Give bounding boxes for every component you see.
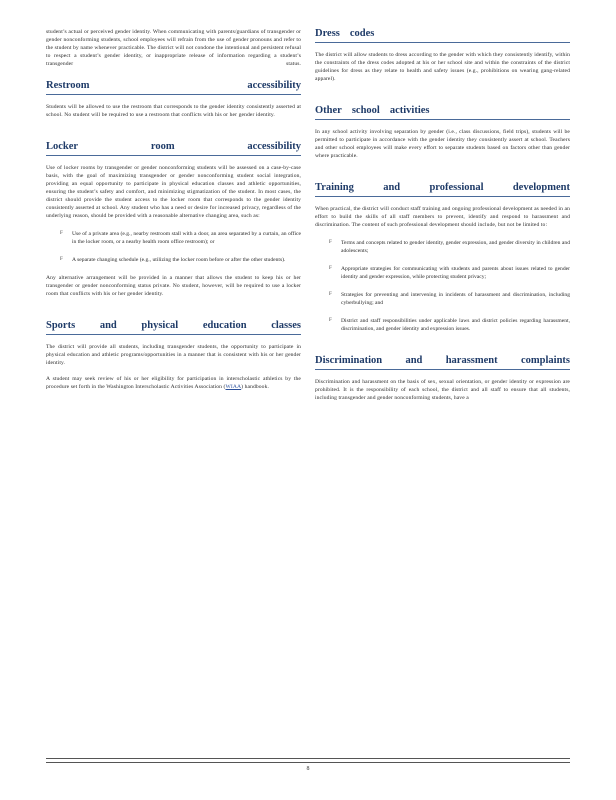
bullet-icon: F (60, 231, 63, 236)
dress-text: The district will allow students to dress according to the gender with which they consistently identify, within the constraints of the dress codes adopted at his or her school site and within the constraints of the district guidelines for dress as they relate to health and safety issues (e.g., prohibitions on wearing gang-related apparel). (315, 52, 570, 82)
locker-heading: Locker room accessibility (46, 141, 301, 156)
bullet-icon: F (329, 292, 332, 297)
list-item: F District and staff responsibilities under applicable laws and district policies regarding harassment, discrimination, and gender identity and expression issues. (329, 318, 570, 332)
training-heading: Training and professional development (315, 182, 570, 197)
divider (46, 758, 570, 759)
training-text: When practical, the district will conduct staff training and ongoing professional development as needed in an effort to build the skills of all staff members to prevent, identify and respond to harassment and discrimination. The content of such professional development should include, but not be limited to: (315, 206, 570, 228)
intro-paragraph: student’s actual or perceived gender identity. When communicating with parents/guardians of transgender or gender nonconforming students, school employees will refrain from the use of gender pronouns and refer to the student by name whenever practicable. The district will not condone the intentional and persistent refusal to respect a student’s gender identity, or inappropriate release of information regarding a student’s transgender status. (46, 29, 301, 67)
other-activities-heading: Other school activities (315, 105, 570, 120)
dress-heading: Dress codes (315, 28, 570, 43)
locker-options-list (46, 230, 301, 264)
divider (46, 762, 570, 763)
locker-after-text: Any alternative arrangement will be provided in a manner that allows the student to keep his or her transgender or gender nonconforming status private. No student, however, will be required to use a locker room that conflicts with his or her gender identity. (46, 275, 301, 297)
dress-section (315, 28, 570, 83)
sports-text-2: A student may seek review of his or her eligibility for participation in interscholastic athletics by the procedure set forth in the Washington Interscholastic Activities Association (WIAA) handbook. (46, 376, 301, 390)
locker-section (46, 141, 301, 298)
restroom-text: Students will be allowed to use the restroom that corresponds to the gender identity consistently asserted at school. No student will be required to use a restroom that conflicts with his or her gender identity. (46, 104, 301, 118)
wiaa-link[interactable]: WIAA (225, 384, 242, 390)
list-item: F Use of a private area (e.g., nearby restroom stall with a door, an area separated by a curtain, an office in the locker room, or a nearby health room office restroom); or (60, 231, 301, 245)
training-topics-list (315, 239, 570, 333)
sports-text-1: The district will provide all students, including transgender students, the opportunity to participate in physical education and athletic programs/opportunities in a manner that is consistent with his or her gender identity. (46, 344, 301, 366)
discrimination-section (315, 355, 570, 402)
list-item: F A separate changing schedule (e.g., utilizing the locker room before or after the other students). (60, 257, 286, 263)
bullet-icon: F (329, 318, 332, 323)
discrimination-heading: Discrimination and harassment complaints (315, 355, 570, 370)
list-item: F Terms and concepts related to gender identity, gender expression, and gender diversity in children and adolescents; (329, 240, 570, 254)
footer-rule (46, 758, 570, 763)
bullet-icon: F (329, 266, 332, 271)
right-column (315, 28, 570, 412)
bullet-icon: F (329, 240, 332, 245)
list-item: F Appropriate strategies for communicating with students and parents about issues related to gender identity and gender expression, while protecting student privacy; (329, 266, 570, 280)
other-activities-section (315, 105, 570, 160)
restroom-heading: Restroom accessibility (46, 80, 301, 95)
restroom-section (46, 80, 301, 119)
bullet-icon: F (60, 257, 63, 262)
training-section (315, 182, 570, 333)
page-number: 8 (306, 766, 310, 772)
sports-heading: Sports and physical education classes (46, 320, 301, 335)
sports-section (46, 320, 301, 391)
left-column (46, 28, 301, 401)
other-activities-text: In any school activity involving separation by gender (i.e., class discussions, field trips), students will be permitted to participate in accordance with the gender identity they consistently assert at school. Teachers and other school employees will make every effort to separate students based on factors other than gender where practicable. (315, 129, 570, 159)
locker-text: Use of locker rooms by transgender or gender nonconforming students will be assessed on a case-by-case basis, with the goal of maximizing transgender or gender nonconforming student social integration, providing an equal opportunity to participate in physical education classes and athletic opportunities, ensuring the student’s safety and comfort, and minimizing stigmatization of the student. In most cases, the district should provide the student access to the locker room that corresponds to the gender identity consistently asserted at school. Any student who has a need or desire for increased privacy, regardless of the underlying reason, should be provided with a reasonable alternative changing area, such as: (46, 165, 301, 219)
list-item: F Strategies for preventing and intervening in incidents of harassment and discrimination, including cyberbullying; and (329, 292, 570, 306)
discrimination-text: Discrimination and harassment on the basis of sex, sexual orientation, or gender identity or expression are prohibited. It is the responsibility of each school, the district and all staff to ensure that all students, including transgender and gender nonconforming students, have a (315, 379, 570, 401)
